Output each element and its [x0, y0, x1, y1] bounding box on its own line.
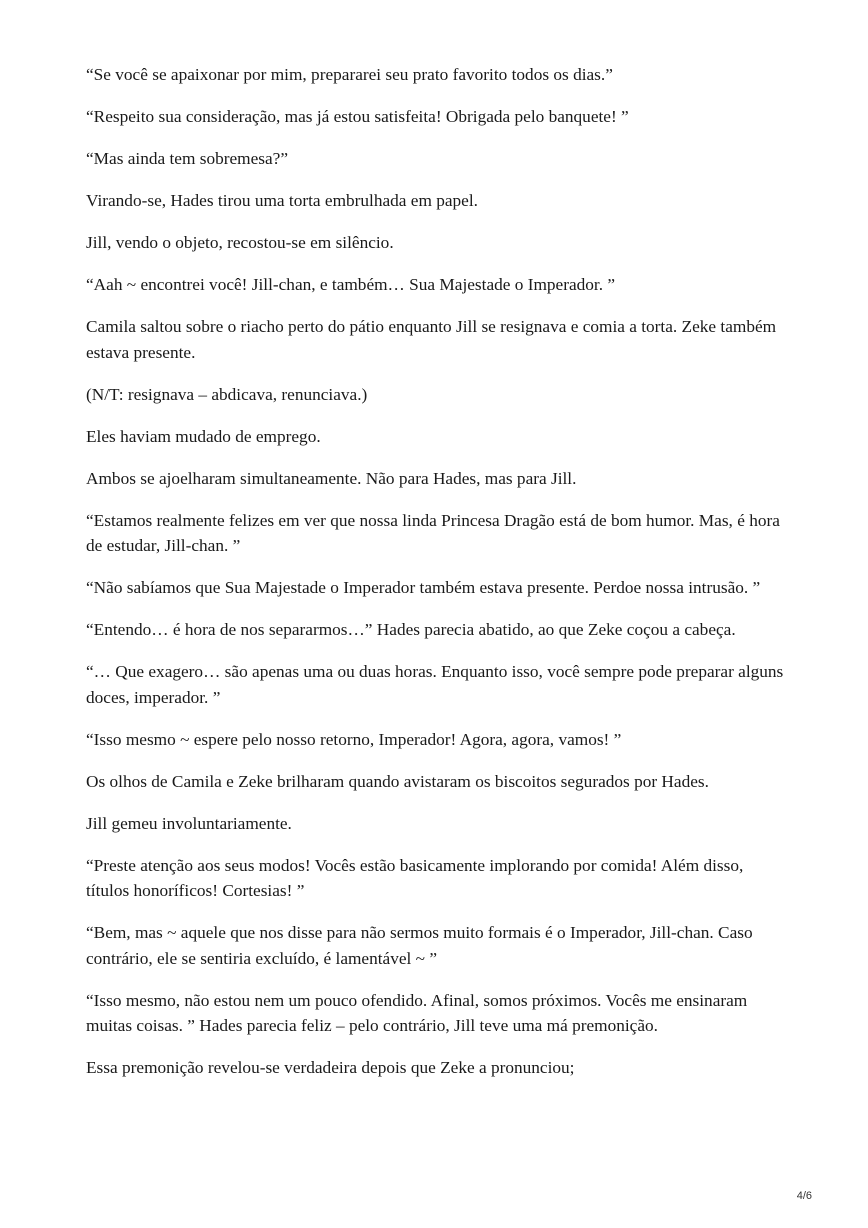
document-body [86, 62, 786, 1097]
paragraph: Eles haviam mudado de emprego. [86, 426, 321, 446]
paragraph: “Isso mesmo, não estou nem um pouco ofendido. Afinal, somos próximos. Vocês me ensinaram muitas coisas. ” Hades parecia feliz – pelo contrário, Jill teve uma má premonição. [86, 990, 748, 1035]
paragraph: “Aah ~ encontrei você! Jill-chan, e também… Sua Majestade o Imperador. ” [86, 275, 616, 294]
paragraph: “Preste atenção aos seus modos! Vocês estão basicamente implorando por comida! Além disso, títulos honoríficos! Cortesias! ” [86, 855, 744, 900]
paragraph: “… Que exagero… são apenas uma ou duas horas. Enquanto isso, você sempre pode preparar alguns doces, imperador. ” [86, 662, 784, 707]
paragraph: Ambos se ajoelharam simultaneamente. Não para Hades, mas para Jill. [86, 468, 577, 488]
paragraph: “Isso mesmo ~ espere pelo nosso retorno, Imperador! Agora, agora, vamos! ” [86, 729, 622, 749]
paragraph: Jill gemeu involuntariamente. [86, 813, 292, 833]
paragraph: Virando-se, Hades tirou uma torta embrulhada em papel. [86, 191, 478, 210]
paragraph: Os olhos de Camila e Zeke brilharam quando avistaram os biscoitos segurados por Hades. [86, 771, 709, 791]
paragraph: Essa premonição revelou-se verdadeira depois que Zeke a pronunciou; [86, 1058, 575, 1077]
paragraph: “Entendo… é hora de nos separarmos…” Hades parecia abatido, ao que Zeke coçou a cabeça. [86, 620, 736, 639]
page-number: 4/6 [796, 1190, 812, 1202]
paragraph: Camila saltou sobre o riacho perto do pátio enquanto Jill se resignava e comia a torta. Zeke também estava presente. [86, 317, 777, 362]
paragraph: “Respeito sua consideração, mas já estou satisfeita! Obrigada pelo banquete! ” [86, 107, 629, 126]
paragraph: “Estamos realmente felizes em ver que nossa linda Princesa Dragão está de bom humor. Mas, é hora de estudar, Jill-chan. ” [86, 510, 780, 555]
paragraph: Jill, vendo o objeto, recostou-se em silêncio. [86, 233, 394, 252]
paragraph: “Não sabíamos que Sua Majestade o Imperador também estava presente. Perdoe nossa intrusão. ” [86, 578, 761, 597]
paragraph: “Mas ainda tem sobremesa?” [86, 149, 289, 168]
paragraph: “Se você se apaixonar por mim, prepararei seu prato favorito todos os dias.” [86, 65, 613, 84]
paragraph: “Bem, mas ~ aquele que nos disse para não sermos muito formais é o Imperador, Jill-chan. Caso contrário, ele se sentiria excluído, é lamentável ~ ” [86, 923, 753, 968]
paragraph: (N/T: resignava – abdicava, renunciava.) [86, 384, 368, 404]
